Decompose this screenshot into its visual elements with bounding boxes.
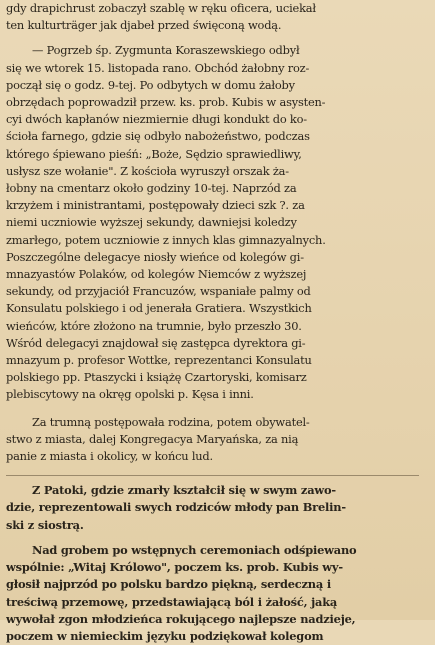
text-line: Nad grobem po wstępnych ceremoniach odśpiewano xyxy=(32,542,357,557)
text-line: — Pogrzeb śp. Zygmunta Koraszewskiego odbył xyxy=(32,43,300,58)
article-column xyxy=(6,0,423,645)
text-line: łobny na cmentarz około godziny 10-tej. Naprzód za xyxy=(6,181,297,196)
text-line: polskiego pp. Ptaszycki i książę Czartoryski, komisarz xyxy=(6,370,307,385)
text-line: niemi uczniowie wyższej sekundy, dawniejsi koledzy xyxy=(6,215,297,230)
paragraph-procession xyxy=(6,414,423,466)
text-line: treściwą przemowę, przedstawiającą ból i żałość, jaką xyxy=(6,594,338,609)
text-line: obrzędach poprowadził przew. ks. prob. Kubis w asysten- xyxy=(6,95,326,110)
text-line: Poszczególne delegacye niosły wieńce od kolegów gi- xyxy=(6,249,304,264)
text-line: sekundy, od przyjaciół Francuzów, wspaniałe palmy od xyxy=(6,284,311,299)
text-line: ski z siostrą. xyxy=(6,517,84,532)
text-line: panie z miasta i okolicy, w końcu lud. xyxy=(6,449,213,464)
text-line: Wśród delegacyi znajdował się zastępca dyrektora gi- xyxy=(6,335,306,350)
text-line: wywołał zgon młodzieńca rokującego najlepsze nadzieje, xyxy=(6,611,356,626)
text-line: wspólnie: „Witaj Królowo", poczem ks. prob. Kubis wy- xyxy=(6,560,343,575)
text-line: począł się o godz. 9-tej. Po odbytych w domu żałoby xyxy=(6,77,295,92)
text-line: plebiscytowy na okręg opolski p. Kęsa i inni. xyxy=(6,387,254,402)
text-line: Za trumną postępowała rodzina, potem obywatel- xyxy=(32,414,310,429)
text-line: poczem w niemieckim języku podziękował kolegom xyxy=(6,628,324,643)
column-divider xyxy=(6,475,419,476)
paragraph-patoka xyxy=(6,482,423,534)
text-line: krzyżem i ministrantami, postępowały dzieci szk ?. za xyxy=(6,198,305,213)
paragraph-funeral xyxy=(6,42,423,403)
text-line: się we wtorek 15. listopada rano. Obchód żałobny roz- xyxy=(6,60,310,75)
text-line: Z Patoki, gdzie zmarły kształcił się w swym zawo- xyxy=(32,483,336,498)
text-line: gdy drapichrust zobaczył szablę w ręku oficera, uciekał xyxy=(6,1,316,15)
text-line: ten kulturträger jak djabeł przed święconą wodą. xyxy=(6,18,282,33)
paragraph-grave xyxy=(6,542,423,645)
text-line: Konsulatu polskiego i od jenerała Gratiera. Wszystkich xyxy=(6,301,312,316)
text-line: ścioła farnego, gdzie się odbyło nabożeństwo, podczas xyxy=(6,129,310,144)
text-line: dzie, reprezentowali swych rodziców młody pan Brelin- xyxy=(6,500,346,515)
paragraph-intro xyxy=(6,0,423,34)
text-line: głosił najprzód po polsku bardzo piękną, serdeczną i xyxy=(6,577,331,592)
text-line: usłysz sze wołanie". Z kościoła wyruszył orszak ża- xyxy=(6,163,289,178)
text-line: stwo z miasta, dalej Kongregacya Maryańska, za nią xyxy=(6,431,299,446)
text-line: którego śpiewano pieśń: „Boże, Sędzio sprawiedliwy, xyxy=(6,146,302,161)
text-line: cyi dwóch kapłanów niezmiernie długi kondukt do ko- xyxy=(6,112,307,127)
text-line: mnazyastów Polaków, od kolegów Niemców z wyższej xyxy=(6,267,307,282)
text-line: mnazyum p. profesor Wottke, reprezentanci Konsulatu xyxy=(6,353,312,368)
text-line: wieńców, które złożono na trumnie, było przeszło 30. xyxy=(6,318,302,333)
text-line: zmarłego, potem uczniowie z innych klas gimnazyalnych. xyxy=(6,232,326,247)
